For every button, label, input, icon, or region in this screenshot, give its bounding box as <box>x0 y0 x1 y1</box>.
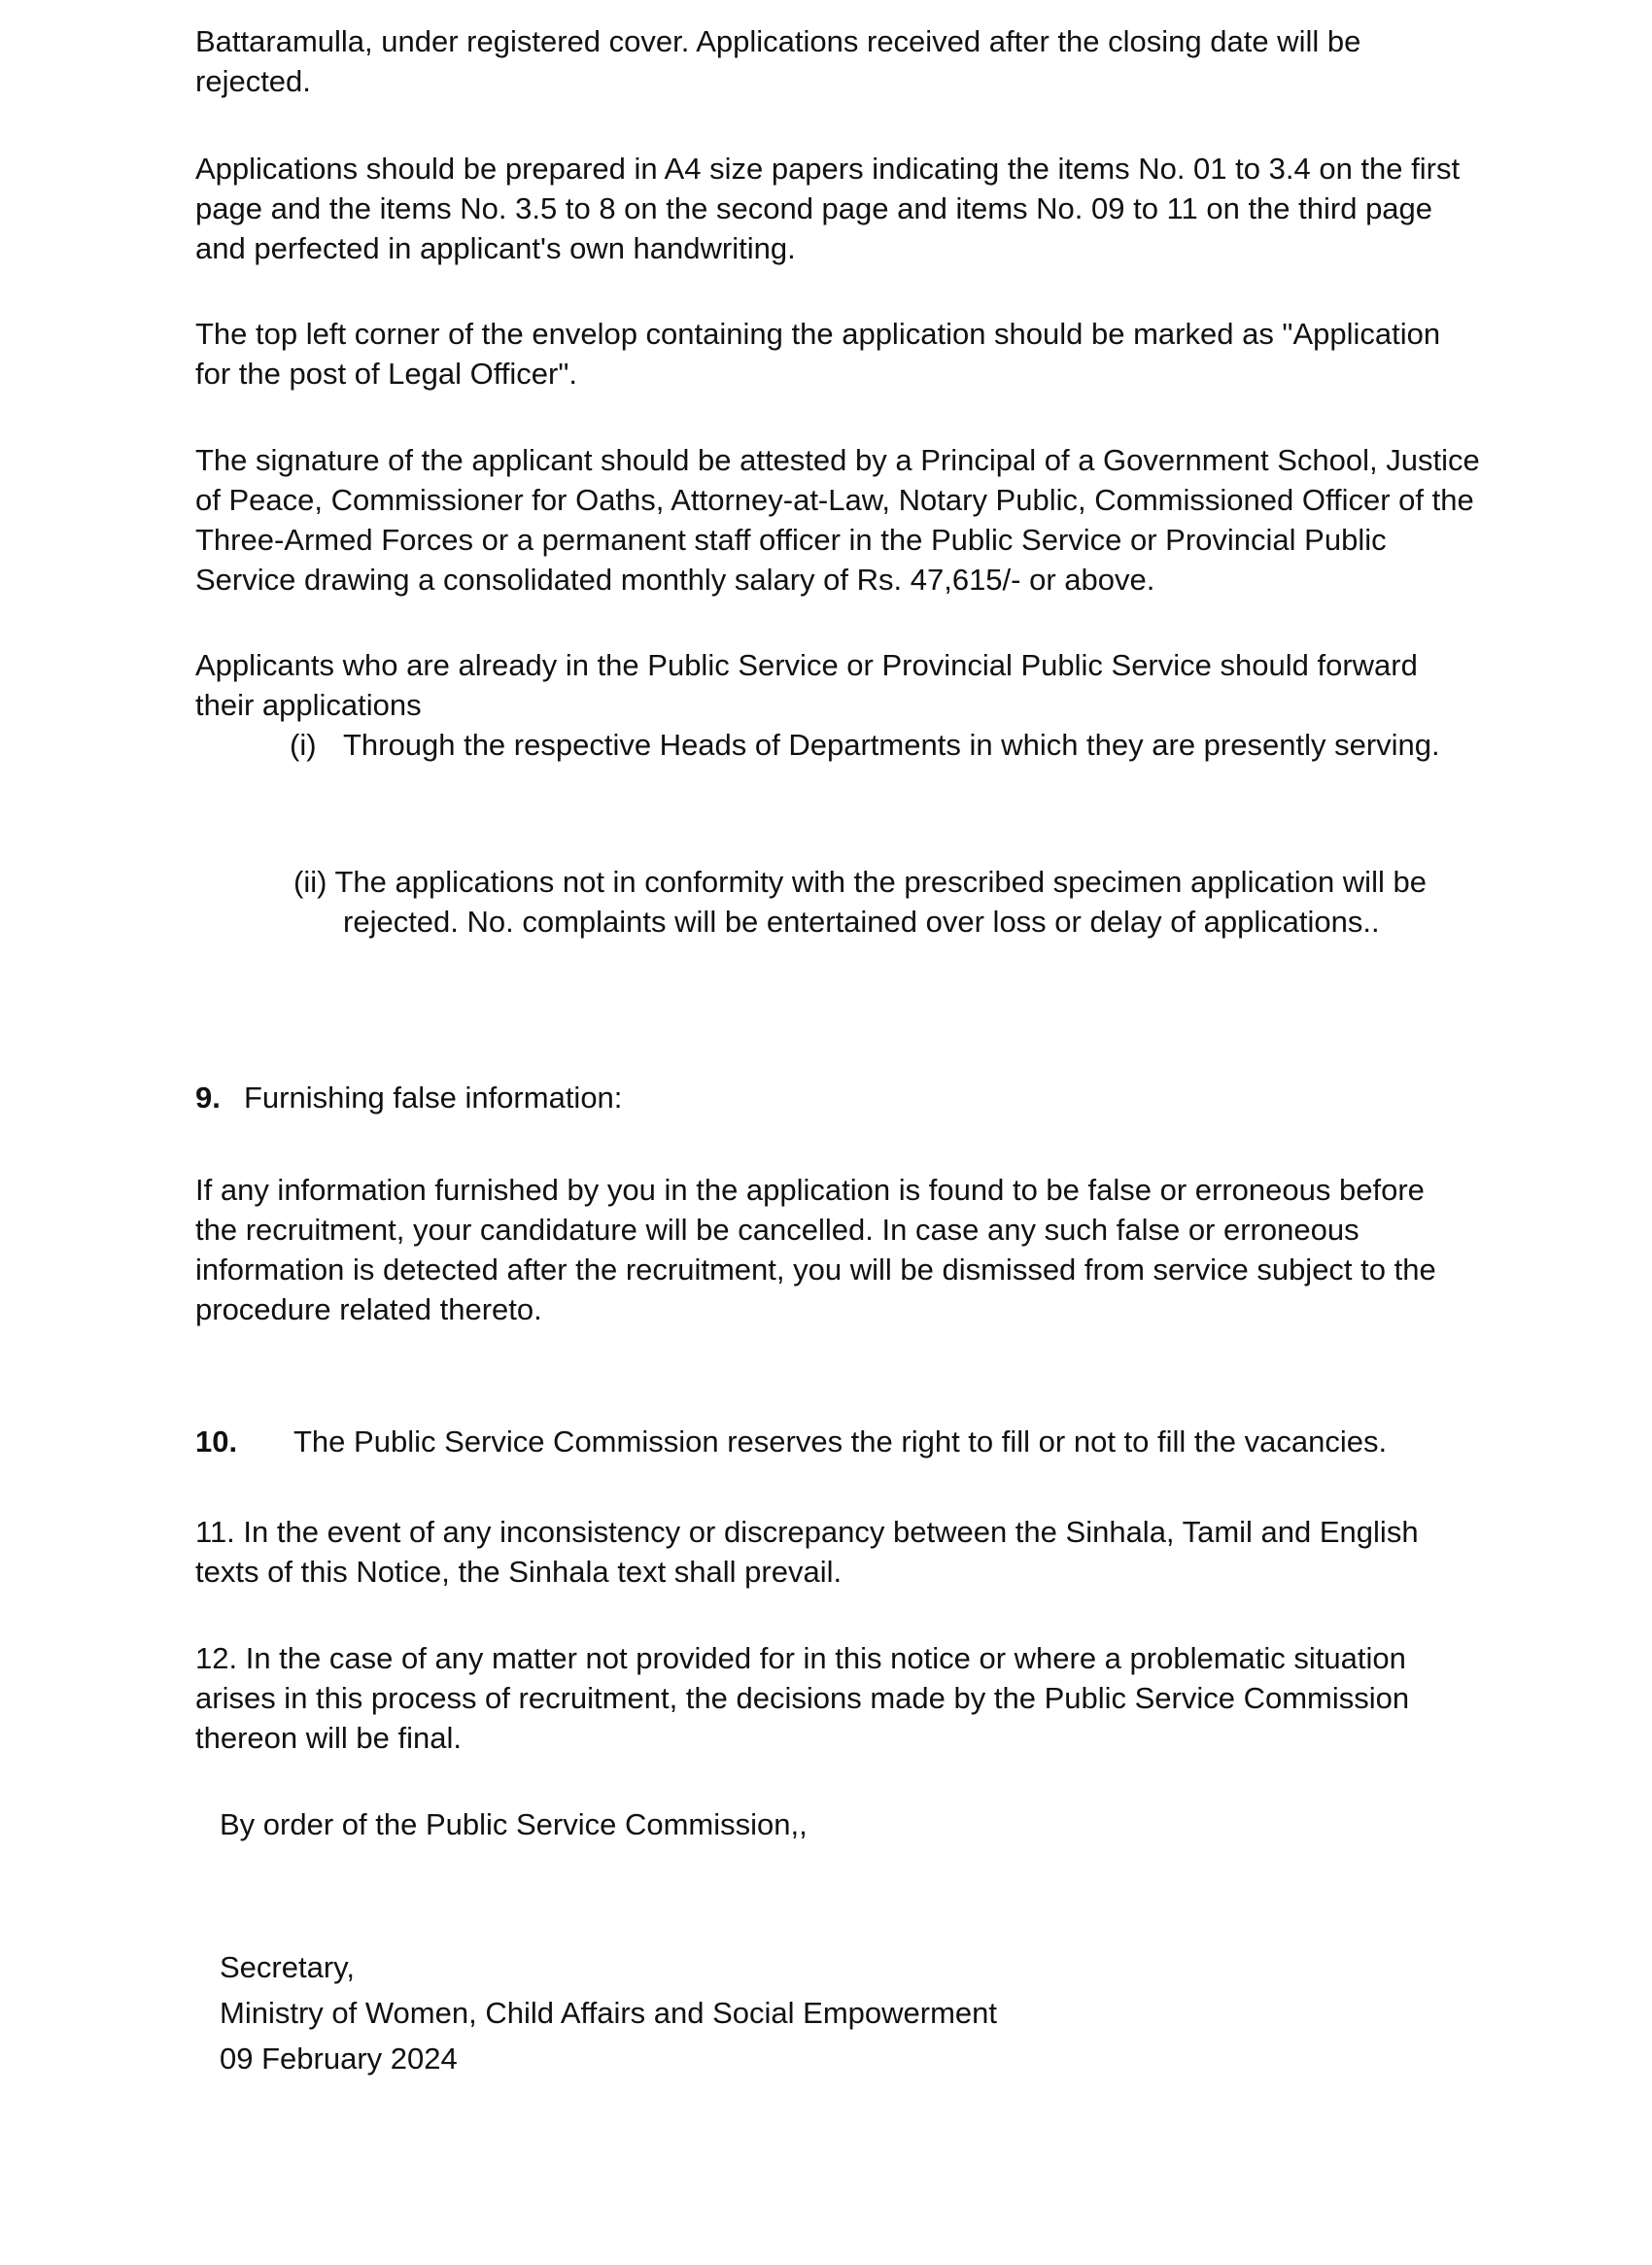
section-10 <box>195 1422 1387 1461</box>
text-line: 12. In the case of any matter not provided for in this notice or where a problematic situation <box>195 1641 1406 1675</box>
text-line: their applications <box>195 688 422 722</box>
document-date: 09 February 2024 <box>220 2042 458 2076</box>
list-item-label: (i) <box>290 728 317 762</box>
paragraph-submission <box>195 21 1478 101</box>
signature-block <box>220 1944 997 2081</box>
paragraph-false-information <box>195 1170 1478 1329</box>
text-line: 11. In the event of any inconsistency or discrepancy between the Sinhala, Tamil and English <box>195 1515 1419 1549</box>
text-line: Service drawing a consolidated monthly salary of Rs. 47,615/- or above. <box>195 563 1155 597</box>
text-line: page and the items No. 3.5 to 8 on the second page and items No. 09 to 11 on the third page <box>195 191 1433 225</box>
text-line: texts of this Notice, the Sinhala text shall prevail. <box>195 1555 843 1589</box>
text-line: and perfected in applicant's own handwriting. <box>195 231 796 265</box>
paragraph-language-precedence <box>195 1512 1478 1592</box>
text-line: Three-Armed Forces or a permanent staff officer in the Public Service or Provincial Public <box>195 523 1387 557</box>
text-line: the recruitment, your candidature will be cancelled. In case any such false or erroneous <box>195 1213 1359 1247</box>
closing-text: By order of the Public Service Commission,, <box>220 1807 808 1841</box>
paragraph-final-decision <box>195 1638 1478 1758</box>
text-line: thereon will be final. <box>195 1721 462 1755</box>
section-number: 9. <box>195 1081 221 1115</box>
paragraph-public-service-applicants <box>195 645 1478 725</box>
text-line: Applicants who are already in the Public Service or Provincial Public Service should forward <box>195 648 1418 682</box>
section-text: The Public Service Commission reserves the right to fill or not to fill the vacancies. <box>293 1424 1388 1459</box>
text-line: Battaramulla, under registered cover. Applications received after the closing date will be <box>195 24 1361 58</box>
text-line: information is detected after the recruitment, you will be dismissed from service subject to the <box>195 1253 1436 1287</box>
text-line: (ii) The applications not in conformity with the prescribed specimen application will be <box>293 865 1427 899</box>
closing-line <box>220 1804 808 1844</box>
text-line: of Peace, Commissioner for Oaths, Attorney-at-Law, Notary Public, Commissioned Officer of the <box>195 483 1474 517</box>
text-line: The signature of the applicant should be attested by a Principal of a Government School, Justice <box>195 443 1480 477</box>
paragraph-envelope-marking <box>195 314 1478 394</box>
text-line: arises in this process of recruitment, the decisions made by the Public Service Commission <box>195 1681 1410 1715</box>
text-line: The top left corner of the envelop containing the application should be marked as "Application <box>195 317 1441 351</box>
list-item-ii <box>293 862 1427 902</box>
paragraph-paper-format <box>195 149 1478 268</box>
section-heading-text: Furnishing false information: <box>244 1081 623 1115</box>
list-item-i <box>290 725 1440 765</box>
list-item-ii-continuation <box>343 902 1380 942</box>
text-line: for the post of Legal Officer". <box>195 357 577 391</box>
section-number: 10. <box>195 1424 238 1459</box>
section-heading-9 <box>195 1078 622 1117</box>
text-line: procedure related thereto. <box>195 1292 542 1326</box>
list-item-text: Through the respective Heads of Departments in which they are presently serving. <box>343 728 1440 762</box>
text-line: rejected. No. complaints will be entertained over loss or delay of applications.. <box>343 905 1380 939</box>
text-line: rejected. <box>195 64 311 98</box>
text-line: Applications should be prepared in A4 size papers indicating the items No. 01 to 3.4 on the first <box>195 152 1461 186</box>
paragraph-attestation <box>195 440 1478 600</box>
text-line: If any information furnished by you in the application is found to be false or erroneous before <box>195 1173 1425 1207</box>
signatory-ministry: Ministry of Women, Child Affairs and Social Empowerment <box>220 1996 998 2030</box>
signatory-title: Secretary, <box>220 1950 355 1984</box>
